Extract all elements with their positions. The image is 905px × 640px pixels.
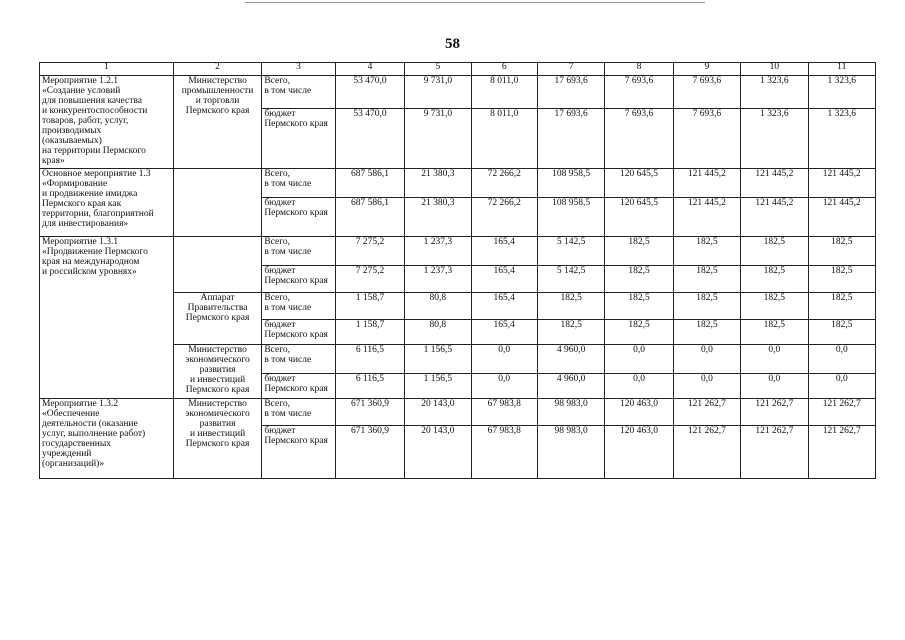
text-line: развития bbox=[199, 418, 236, 429]
page-number: 58 bbox=[445, 36, 460, 52]
text-line: Пермского края bbox=[185, 312, 250, 323]
text-line: государственных bbox=[42, 438, 112, 449]
amount-cell: 5 142,5 bbox=[537, 265, 604, 292]
measure-name-cell bbox=[40, 236, 174, 398]
amount-cell: 1 156,5 bbox=[405, 373, 471, 398]
text-line: развития bbox=[199, 364, 236, 375]
amount-cell: 4 960,0 bbox=[537, 344, 604, 373]
source-budget-cell bbox=[262, 319, 335, 344]
text-line: края на международном bbox=[42, 256, 140, 267]
amount-cell: 121 262,7 bbox=[673, 398, 740, 425]
source-total-cell bbox=[262, 236, 335, 265]
responsible-cell bbox=[173, 168, 262, 236]
text-line: «Создание условий bbox=[42, 85, 121, 96]
text-line: Аппарат bbox=[200, 292, 235, 303]
budget-label: бюджет bbox=[264, 319, 296, 330]
text-line: производимых bbox=[42, 125, 102, 136]
column-header: 11 bbox=[808, 63, 875, 76]
total-sublabel: в том числе bbox=[264, 354, 312, 365]
amount-cell: 98 983,0 bbox=[537, 425, 604, 478]
text-line: (организаций)» bbox=[42, 458, 105, 469]
column-header: 10 bbox=[741, 63, 808, 76]
table-row bbox=[40, 398, 876, 425]
table-row bbox=[40, 168, 876, 197]
text-line: и торговли bbox=[195, 95, 240, 106]
amount-cell: 7 693,6 bbox=[605, 108, 673, 168]
column-header: 6 bbox=[471, 63, 537, 76]
text-line: «Обеспечение bbox=[42, 408, 100, 419]
responsible-cell bbox=[173, 398, 262, 478]
amount-cell: 0,0 bbox=[471, 373, 537, 398]
text-line: «Продвижение Пермского bbox=[42, 246, 148, 257]
text-line: Министерство bbox=[188, 344, 247, 355]
amount-cell: 0,0 bbox=[471, 344, 537, 373]
text-line: территории, благоприятной bbox=[42, 208, 154, 219]
amount-cell: 121 445,2 bbox=[673, 197, 740, 236]
amount-cell: 182,5 bbox=[673, 292, 740, 319]
top-rule bbox=[245, 2, 705, 3]
amount-cell: 7 693,6 bbox=[673, 76, 740, 109]
amount-cell: 182,5 bbox=[808, 265, 875, 292]
budget-label: бюджет bbox=[264, 265, 296, 276]
text-line: учреждений bbox=[42, 448, 92, 459]
amount-cell: 1 323,6 bbox=[808, 76, 875, 109]
amount-cell: 165,4 bbox=[471, 319, 537, 344]
column-header: 1 bbox=[40, 63, 174, 76]
text-line: Министерство bbox=[188, 76, 247, 86]
amount-cell: 7 275,2 bbox=[335, 265, 404, 292]
amount-cell: 17 693,6 bbox=[537, 76, 604, 109]
amount-cell: 0,0 bbox=[741, 344, 808, 373]
amount-cell: 182,5 bbox=[808, 292, 875, 319]
amount-cell: 182,5 bbox=[605, 319, 673, 344]
amount-cell: 671 360,9 bbox=[335, 398, 404, 425]
amount-cell: 8 011,0 bbox=[471, 108, 537, 168]
amount-cell: 120 645,5 bbox=[605, 168, 673, 197]
text-line: для повышения качества bbox=[42, 95, 142, 106]
text-line: Пермского края bbox=[185, 105, 250, 116]
text-line: услуг, выполнение работ) bbox=[42, 428, 146, 439]
total-sublabel: в том числе bbox=[264, 178, 312, 189]
amount-cell: 0,0 bbox=[808, 344, 875, 373]
amount-cell: 108 958,5 bbox=[537, 168, 604, 197]
amount-cell: 1 323,6 bbox=[741, 76, 808, 109]
amount-cell: 21 380,3 bbox=[405, 168, 471, 197]
budget-sublabel: Пермского края bbox=[264, 207, 328, 218]
total-label: Всего, bbox=[264, 76, 290, 86]
amount-cell: 182,5 bbox=[741, 236, 808, 265]
source-total-cell bbox=[262, 292, 335, 319]
source-total-cell bbox=[262, 398, 335, 425]
table-row bbox=[40, 236, 876, 265]
amount-cell: 0,0 bbox=[605, 373, 673, 398]
measure-name-cell bbox=[40, 168, 174, 236]
text-line: для инвестирования» bbox=[42, 218, 129, 229]
budget-sublabel: Пермского края bbox=[264, 275, 328, 286]
amount-cell: 80,8 bbox=[405, 319, 471, 344]
amount-cell: 7 275,2 bbox=[335, 236, 404, 265]
amount-cell: 0,0 bbox=[673, 344, 740, 373]
column-header: 8 bbox=[605, 63, 673, 76]
budget-sublabel: Пермского края bbox=[264, 435, 328, 446]
amount-cell: 21 380,3 bbox=[405, 197, 471, 236]
amount-cell: 121 262,7 bbox=[808, 398, 875, 425]
amount-cell: 182,5 bbox=[673, 319, 740, 344]
amount-cell: 120 645,5 bbox=[605, 197, 673, 236]
amount-cell: 121 262,7 bbox=[741, 425, 808, 478]
amount-cell: 182,5 bbox=[808, 236, 875, 265]
amount-cell: 8 011,0 bbox=[471, 76, 537, 109]
source-budget-cell bbox=[262, 425, 335, 478]
amount-cell: 182,5 bbox=[537, 292, 604, 319]
amount-cell: 67 983,8 bbox=[471, 425, 537, 478]
responsible-cell bbox=[173, 76, 262, 169]
column-header: 5 bbox=[405, 63, 471, 76]
amount-cell: 98 983,0 bbox=[537, 398, 604, 425]
amount-cell: 7 693,6 bbox=[673, 108, 740, 168]
text-line: Пермского края bbox=[185, 438, 250, 449]
amount-cell: 1 323,6 bbox=[808, 108, 875, 168]
budget-label: бюджет bbox=[264, 197, 296, 208]
amount-cell: 0,0 bbox=[673, 373, 740, 398]
budget-sublabel: Пермского края bbox=[264, 329, 328, 340]
amount-cell: 1 158,7 bbox=[335, 319, 404, 344]
budget-label: бюджет bbox=[264, 108, 296, 119]
amount-cell: 182,5 bbox=[605, 265, 673, 292]
amount-cell: 120 463,0 bbox=[605, 398, 673, 425]
amount-cell: 9 731,0 bbox=[405, 76, 471, 109]
text-line: и российском уровнях» bbox=[42, 266, 137, 277]
budget-table bbox=[39, 62, 876, 479]
amount-cell: 0,0 bbox=[808, 373, 875, 398]
amount-cell: 1 237,3 bbox=[405, 265, 471, 292]
text-line: Правительства bbox=[187, 302, 248, 313]
total-sublabel: в том числе bbox=[264, 302, 312, 313]
total-sublabel: в том числе bbox=[264, 408, 312, 419]
column-header: 7 bbox=[537, 63, 604, 76]
text-line: Мероприятие 1.3.1 bbox=[42, 236, 119, 247]
responsible-cell bbox=[173, 292, 262, 344]
text-line: края» bbox=[42, 155, 65, 166]
amount-cell: 182,5 bbox=[537, 319, 604, 344]
amount-cell: 182,5 bbox=[605, 292, 673, 319]
total-sublabel: в том числе bbox=[264, 246, 312, 257]
amount-cell: 4 960,0 bbox=[537, 373, 604, 398]
amount-cell: 0,0 bbox=[741, 373, 808, 398]
total-label: Всего, bbox=[264, 344, 290, 355]
text-line: и продвижение имиджа bbox=[42, 188, 138, 199]
amount-cell: 165,4 bbox=[471, 292, 537, 319]
amount-cell: 1 156,5 bbox=[405, 344, 471, 373]
amount-cell: 182,5 bbox=[808, 319, 875, 344]
text-line: и инвестиций bbox=[189, 428, 246, 439]
amount-cell: 687 586,1 bbox=[335, 197, 404, 236]
text-line: и инвестиций bbox=[189, 374, 246, 385]
measure-name-cell bbox=[40, 398, 174, 478]
text-line: экономического bbox=[185, 408, 250, 419]
text-line: Основное мероприятие 1.3 bbox=[42, 168, 151, 179]
amount-cell: 182,5 bbox=[741, 265, 808, 292]
budget-label: бюджет bbox=[264, 373, 296, 384]
text-line: экономического bbox=[185, 354, 250, 365]
amount-cell: 20 143,0 bbox=[405, 425, 471, 478]
source-budget-cell bbox=[262, 108, 335, 168]
responsible-cell bbox=[173, 236, 262, 292]
amount-cell: 121 445,2 bbox=[741, 168, 808, 197]
amount-cell: 5 142,5 bbox=[537, 236, 604, 265]
text-line: на территории Пермского bbox=[42, 145, 146, 156]
amount-cell: 165,4 bbox=[471, 236, 537, 265]
amount-cell: 182,5 bbox=[741, 292, 808, 319]
responsible-cell bbox=[173, 344, 262, 398]
total-label: Всего, bbox=[264, 168, 290, 179]
amount-cell: 7 693,6 bbox=[605, 76, 673, 109]
text-line: (оказываемых) bbox=[42, 135, 102, 146]
amount-cell: 182,5 bbox=[605, 236, 673, 265]
amount-cell: 1 158,7 bbox=[335, 292, 404, 319]
column-header: 4 bbox=[335, 63, 404, 76]
budget-sublabel: Пермского края bbox=[264, 383, 328, 394]
text-line: Пермского края bbox=[185, 384, 250, 395]
amount-cell: 121 445,2 bbox=[808, 168, 875, 197]
text-line: Пермского края как bbox=[42, 198, 122, 209]
amount-cell: 108 958,5 bbox=[537, 197, 604, 236]
text-line: деятельности (оказание bbox=[42, 418, 138, 429]
amount-cell: 687 586,1 bbox=[335, 168, 404, 197]
budget-sublabel: Пермского края bbox=[264, 118, 328, 129]
amount-cell: 72 266,2 bbox=[471, 197, 537, 236]
text-line: «Формирование bbox=[42, 178, 108, 189]
amount-cell: 80,8 bbox=[405, 292, 471, 319]
amount-cell: 121 262,7 bbox=[673, 425, 740, 478]
column-header: 3 bbox=[262, 63, 335, 76]
amount-cell: 1 237,3 bbox=[405, 236, 471, 265]
amount-cell: 182,5 bbox=[673, 265, 740, 292]
table-row bbox=[40, 76, 876, 109]
source-total-cell bbox=[262, 76, 335, 109]
text-line: и конкурентоспособности bbox=[42, 105, 148, 116]
amount-cell: 165,4 bbox=[471, 265, 537, 292]
amount-cell: 53 470,0 bbox=[335, 76, 404, 109]
measure-name-cell bbox=[40, 76, 174, 169]
text-line: Министерство bbox=[188, 398, 247, 409]
amount-cell: 121 262,7 bbox=[808, 425, 875, 478]
amount-cell: 9 731,0 bbox=[405, 108, 471, 168]
amount-cell: 0,0 bbox=[605, 344, 673, 373]
total-label: Всего, bbox=[264, 236, 290, 247]
amount-cell: 20 143,0 bbox=[405, 398, 471, 425]
text-line: промышленности bbox=[181, 85, 254, 96]
budget-label: бюджет bbox=[264, 425, 296, 436]
amount-cell: 121 445,2 bbox=[808, 197, 875, 236]
text-line: Мероприятие 1.3.2 bbox=[42, 398, 119, 409]
text-line: товаров, работ, услуг, bbox=[42, 115, 129, 126]
amount-cell: 6 116,5 bbox=[335, 344, 404, 373]
source-total-cell bbox=[262, 168, 335, 197]
total-sublabel: в том числе bbox=[264, 85, 312, 96]
source-budget-cell bbox=[262, 373, 335, 398]
amount-cell: 671 360,9 bbox=[335, 425, 404, 478]
amount-cell: 67 983,8 bbox=[471, 398, 537, 425]
source-budget-cell bbox=[262, 197, 335, 236]
header-row bbox=[40, 63, 876, 76]
amount-cell: 1 323,6 bbox=[741, 108, 808, 168]
table-body bbox=[40, 76, 876, 479]
total-label: Всего, bbox=[264, 398, 290, 409]
total-label: Всего, bbox=[264, 292, 290, 303]
amount-cell: 121 262,7 bbox=[741, 398, 808, 425]
amount-cell: 182,5 bbox=[741, 319, 808, 344]
amount-cell: 121 445,2 bbox=[673, 168, 740, 197]
column-header: 2 bbox=[173, 63, 262, 76]
source-total-cell bbox=[262, 344, 335, 373]
amount-cell: 182,5 bbox=[673, 236, 740, 265]
text-line: Мероприятие 1.2.1 bbox=[42, 76, 119, 86]
amount-cell: 53 470,0 bbox=[335, 108, 404, 168]
amount-cell: 120 463,0 bbox=[605, 425, 673, 478]
amount-cell: 17 693,6 bbox=[537, 108, 604, 168]
source-budget-cell bbox=[262, 265, 335, 292]
amount-cell: 72 266,2 bbox=[471, 168, 537, 197]
column-header: 9 bbox=[673, 63, 740, 76]
amount-cell: 6 116,5 bbox=[335, 373, 404, 398]
amount-cell: 121 445,2 bbox=[741, 197, 808, 236]
